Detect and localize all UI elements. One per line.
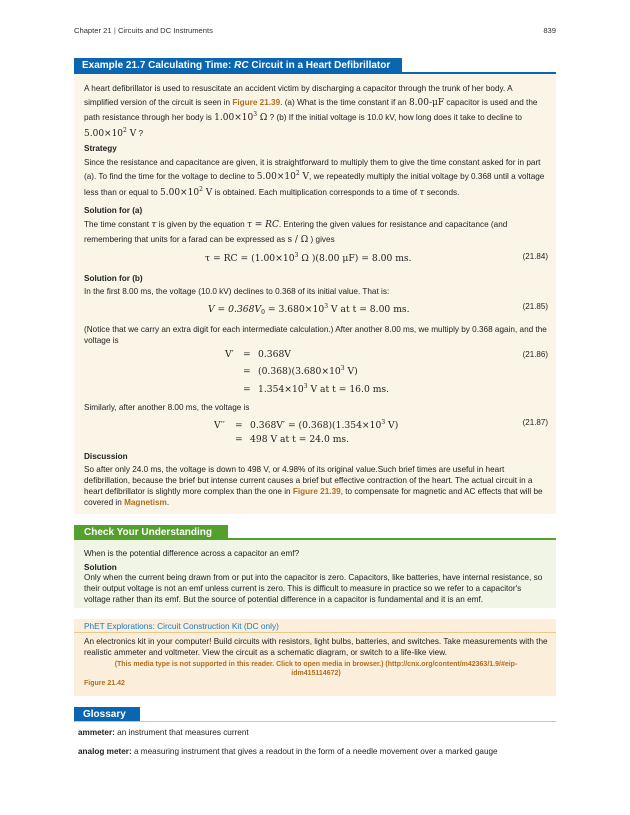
example-intro: A heart defibrillator is used to resuscitate an accident victim by discharging a capacitor through the trunk of her body. A simplified version of the circuit is seen in Figure 21.39. (a) What is the time constant if an 8.00-μF capacitor is used and the path resistance through her body is $1.00\times 10^3$ Ω ? (b) If the initial voltage is 10.0 kV, how long does it take to decline to $5.00\times 10^2$ V ? [84,84,538,139]
glossary-title: Glossary [74,707,140,722]
glossary-item: ammeter: an instrument that measures current [78,728,249,737]
equation-21-86-row-2: $(0.368)(3.680\times 10^3$ V) [258,365,358,377]
equals-sign: = [243,349,251,360]
equals-sign: = [243,384,251,395]
check-understanding-title: Check Your Understanding [74,525,228,540]
equation-number: (21.84) [522,252,548,261]
equation-21-86-row-1: 0.368V [258,349,291,360]
equation-21-87-row-1: $0.368V' = (0.368)(1.354\times 10^3$ V) [250,419,399,431]
glossary-rule [74,721,556,722]
solution-b-heading: Solution for (b) [84,274,143,283]
equation-21-86-row-3: $1.354\times 10^3$ V at t = 16.0 ms. [258,383,390,395]
phet-rule [74,632,556,633]
equation-21-84: τ = RC = ($1.00\times 10^3$ Ω )(8.00 μF) = 8.00 ms. [205,252,412,264]
equation-21-86-lhs: V′ [225,349,234,360]
page-number: 839 [543,26,556,35]
check-solution-heading: Solution [84,563,117,572]
glossary-item: analog meter: a measuring instrument that gives a readout in the form of a needle movement over a marked gauge [78,747,498,756]
discussion-heading: Discussion [84,452,128,461]
equation-number: (21.85) [522,302,548,311]
discussion-text: So after only 24.0 ms, the voltage is down to 498 V, or 4.98% of its original value.Such brief times are useful in heart defibrillation, because the brief but intense current causes a brief but effective contraction of the heart. The actual circuit in a heart defibrillator is slightly more complex than the one in Figure 21.39, to compensate for magnetic and AC effects that will be covered in Magnetism. [84,465,543,508]
solution-b-text-2: (Notice that we carry an extra digit for each intermediate calculation.) After another 8.00 ms, we multiply by 0.368 again, and the voltage is [84,325,547,346]
check-understanding-rule [74,538,556,540]
figure-link[interactable]: Figure 21.39 [292,487,341,497]
solution-b-text-3: Similarly, after another 8.00 ms, the voltage is [84,403,250,412]
equals-sign: = [235,420,243,431]
page-header [74,26,556,38]
solution-a-text: The time constant τ is given by the equation τ = RC. Entering the given values for resistance and capacitance (and remembering that units for a farad can be expressed as s / Ω ) gives [84,220,508,246]
check-solution-text: Only when the current being drawn from or put into the capacitor is zero. Capacitors, like batteries, have internal resistance, so their output voltage is not an emf unless current is zero. This is difficult to measure in practice so we refer to a capacitor's voltage rather than its emf. But the source of potential difference in a capacitor is fundamental and it is an emf. [84,573,543,605]
chapter-label: Chapter 21 | Circuits and DC Instruments [74,26,213,35]
example-title: Example 21.7 Calculating Time: RC Circuit in a Heart Defibrillator [74,58,402,73]
equation-21-85: $V = 0.368V_0 = 3.680\times 10^3$ V at t = 8.00 ms. [208,303,410,316]
magnetism-link[interactable]: Magnetism [124,498,167,508]
equation-number: (21.86) [522,350,548,359]
media-link[interactable]: (This media type is not supported in this reader. Click to open media in browser.) (http://cnx.org/content/m42363/1.9/#eip- idm415114672) [114,661,518,678]
figure-link[interactable]: Figure 21.39 [232,97,281,107]
figure-caption: Figure 21.42 [84,680,125,687]
strategy-heading: Strategy [84,144,117,153]
solution-a-heading: Solution for (a) [84,206,143,215]
phet-title[interactable]: PhET Explorations: Circuit Construction Kit (DC only) [84,621,279,631]
check-question: When is the potential difference across a capacitor an emf? [84,549,300,558]
equation-21-87-row-2: 498 V at t = 24.0 ms. [250,434,350,445]
equals-sign: = [243,366,251,377]
example-title-rule [74,72,556,74]
equation-21-87-lhs: V′′ [214,420,225,431]
strategy-text: Since the resistance and capacitance are given, it is straightforward to multiply them to give the time constant asked for in part (a). To find the time for the voltage to decline to $5.00\times 10^2$ V, we repeatedly multiply the initial voltage by 0.368 until a voltage less than or equal to $5.00\times 10^2$ V is obtained. Each multiplication corresponds to a time of τ seconds. [84,158,545,199]
equation-number: (21.87) [522,418,548,427]
phet-description: An electronics kit in your computer! Build circuits with resistors, light bulbs, batteries, and switches. Take measurements with the realistic ammeter and voltmeter. View the circuit as a schematic diagram, or switch to a life-like view. [84,637,548,658]
equals-sign: = [235,434,243,445]
solution-b-text: In the first 8.00 ms, the voltage (10.0 kV) declines to 0.368 of its initial value. That is: [84,287,390,296]
